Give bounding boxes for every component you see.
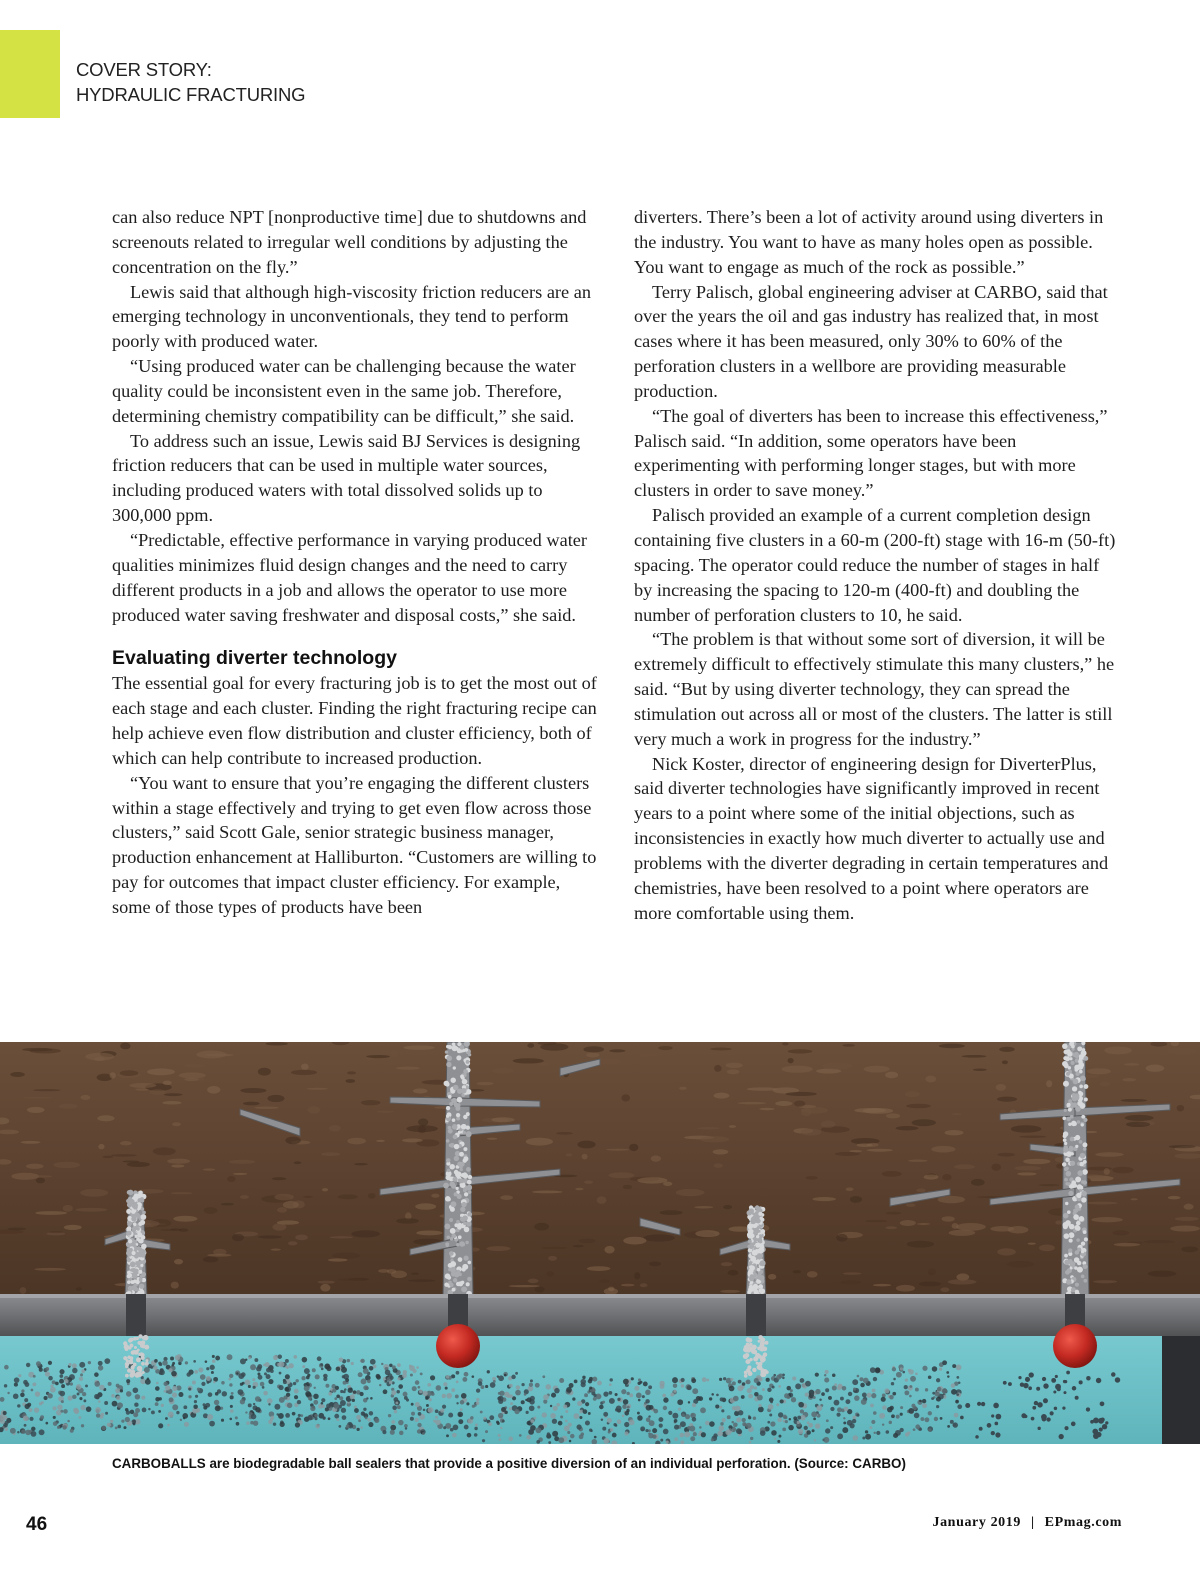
- section-label-line2: HYDRAULIC FRACTURING: [76, 84, 306, 105]
- page-number: 46: [26, 1514, 48, 1535]
- footer-site: EPmag.com: [1044, 1515, 1122, 1530]
- section-tab-marker: [0, 30, 60, 118]
- figure-caption: CARBOBALLS are biodegradable ball sealers that provide a positive diversion of an individual perforation. (Source: CARBO): [112, 1456, 906, 1471]
- paragraph: “Predictable, effective performance in varying produced water qualities minimizes fluid design changes and the need to carry different products in a job and allows the operator to use more produced water saving freshwater and disposal costs,” she said.: [112, 529, 587, 625]
- paragraph: Terry Palisch, global engineering adviser at CARBO, said that over the years the oil and gas industry has realized that, in most cases where it has been measured, only 30% to 60% of the perforation clusters in a wellbore are providing measurable production.: [634, 281, 1108, 401]
- paragraph: diverters. There’s been a lot of activity around using diverters in the industry. You want to have as many holes open as possible. You want to engage as much of the rock as possible.”: [634, 207, 1104, 277]
- paragraph: “The goal of diverters has been to increase this effectiveness,” Palisch said. “In addition, some operators have been experimenting with performing longer stages, but with more clusters in order to save money.”: [634, 405, 1108, 501]
- fracture-illustration: [0, 1042, 1200, 1444]
- casing: [0, 1294, 1200, 1336]
- casing-end: [1162, 1336, 1200, 1444]
- paragraph: Nick Koster, director of engineering design for DiverterPlus, said diverter technologies have significantly improved in recent years to a point where some of the initial objections, such as inconsistencies in exactly how much diverter to actually use and problems with the diverter degrading in certain temperatures and chemistries, have been resolved to a point where operators are more comfortable using them.: [634, 753, 1109, 923]
- paragraph: Palisch provided an example of a current completion design containing five clusters in a 60-m (200-ft) stage with 16-m (50-ft) spacing. The operator could reduce the number of stages in half by increasing the spacing to 120-m (400-ft) and doubling the number of perforation clusters to 10, he said.: [634, 505, 1116, 625]
- casing-edge: [0, 1294, 1200, 1298]
- article-column-left: [112, 205, 598, 920]
- ball-sealer: [1053, 1324, 1097, 1368]
- ball-sealer: [436, 1324, 480, 1368]
- footer-publication: [932, 1515, 1122, 1531]
- paragraph: The essential goal for every fracturing job is to get the most out of each stage and each cluster. Finding the right fracturing recipe can help achieve even flow distribution and cluster efficiency, both of which can help contribute to increased production.: [112, 673, 597, 768]
- paragraph: “You want to ensure that you’re engaging the different clusters within a stage effectively and trying to get even flow across those clusters,” said Scott Gale, senior strategic business manager, production enhancement at Halliburton. “Customers are willing to pay for outcomes that impact cluster efficiency. For example, some of those types of products have been: [112, 772, 597, 917]
- section-label: [76, 57, 305, 107]
- subheading: Evaluating diverter technology: [112, 647, 397, 670]
- paragraph: To address such an issue, Lewis said BJ Services is designing friction reducers that can be used in multiple water sources, including produced waters with total dissolved solids up to 300,000 ppm.: [112, 430, 581, 526]
- article-column-right: [634, 205, 1120, 925]
- paragraph: “Using produced water can be challenging because the water quality could be inconsistent even in the same job. Therefore, determining chemistry compatibility can be difficult,” she said.: [112, 356, 576, 426]
- paragraph: can also reduce NPT [nonproductive time] due to shutdowns and screenouts related to irregular well conditions by adjusting the concentration on the fly.”: [112, 207, 587, 277]
- footer-date: January 2019: [932, 1515, 1021, 1530]
- footer-separator: |: [1030, 1515, 1035, 1530]
- paragraph: “The problem is that without some sort of diversion, it will be extremely difficult to effectively stimulate this many clusters,” he said. “But by using diverter technology, they can spread the stimulation out across all or most of the clusters. The latter is still very much a work in progress for the industry.”: [634, 629, 1115, 749]
- section-label-line1: COVER STORY:: [76, 59, 212, 80]
- paragraph: Lewis said that although high-viscosity friction reducers are an emerging technology in unconventionals, they tend to perform poorly with produced water.: [112, 281, 591, 352]
